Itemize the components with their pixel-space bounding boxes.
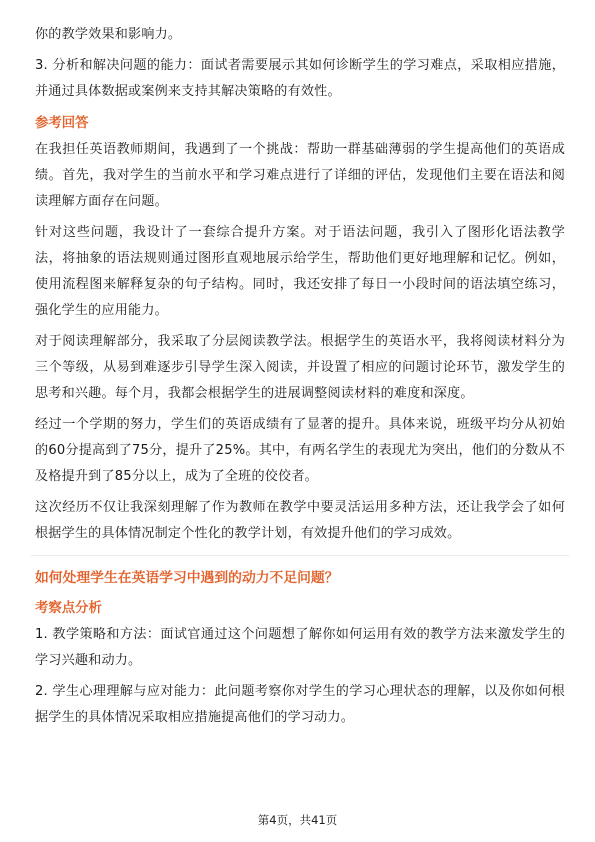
analysis-point: 2. 学生心理理解与应对能力：此问题考察你对学生的学习心理状态的理解，以及你如何根据学生的具体情况采取相应措施提高他们的学习动力。 xyxy=(35,684,565,725)
paragraph: 3. 分析和解决问题的能力：面试者需要展示其如何诊断学生的学习难点，采取相应措施，并通过具体数据或案例来支持其解决策略的有效性。 xyxy=(35,58,565,99)
answer-paragraph: 这次经历不仅让我深刻理解了作为教师在教学中要灵活运用多种方法，还让我学会了如何根据学生的具体情况制定个性化的教学计划，有效提升他们的学习成效。 xyxy=(35,500,565,541)
reference-answer-heading: 参考回答 xyxy=(35,116,89,131)
question-title: 如何处理学生在英语学习中遇到的动力不足问题？ xyxy=(35,570,339,586)
page-number: 第4页，共41页 xyxy=(257,813,338,827)
answer-paragraph: 对于阅读理解部分，我采取了分层阅读教学法。根据学生的英语水平，我将阅读材料分为三个等级，从易到难逐步引导学生深入阅读，并设置了相应的问题讨论环节，激发学生的思考和兴趣。每个月，我都会根据学生的进展调整阅读材料的难度和深度。 xyxy=(35,334,565,401)
analysis-heading: 考察点分析 xyxy=(35,601,102,616)
answer-paragraph: 针对这些问题，我设计了一套综合提升方案。对于语法问题，我引入了图形化语法教学法，将抽象的语法规则通过图形直观地展示给学生，帮助他们更好地理解和记忆。例如，使用流程图来解释复杂的句子结构。同时，我还安排了每日一小段时间的语法填空练习，强化学生的应用能力。 xyxy=(35,225,565,318)
section-divider xyxy=(31,555,569,556)
answer-paragraph: 经过一个学期的努力，学生们的英语成绩有了显著的提升。具体来说，班级平均分从初始的60分提高到了75分，提升了25%。其中，有两名学生的表现尤为突出，他们的分数从不及格提升到了85分以上，成为了全班的佼佼者。 xyxy=(35,417,565,484)
document-page xyxy=(35,22,565,736)
analysis-point: 1. 教学策略和方法：面试官通过这个问题想了解你如何运用有效的教学方法来激发学生的学习兴趣和动力。 xyxy=(35,627,565,668)
answer-paragraph: 在我担任英语教师期间，我遇到了一个挑战：帮助一群基础薄弱的学生提高他们的英语成绩。首先，我对学生的当前水平和学习难点进行了详细的评估，发现他们主要在语法和阅读理解方面存在问题。 xyxy=(35,142,565,209)
paragraph: 你的教学效果和影响力。 xyxy=(35,27,182,42)
